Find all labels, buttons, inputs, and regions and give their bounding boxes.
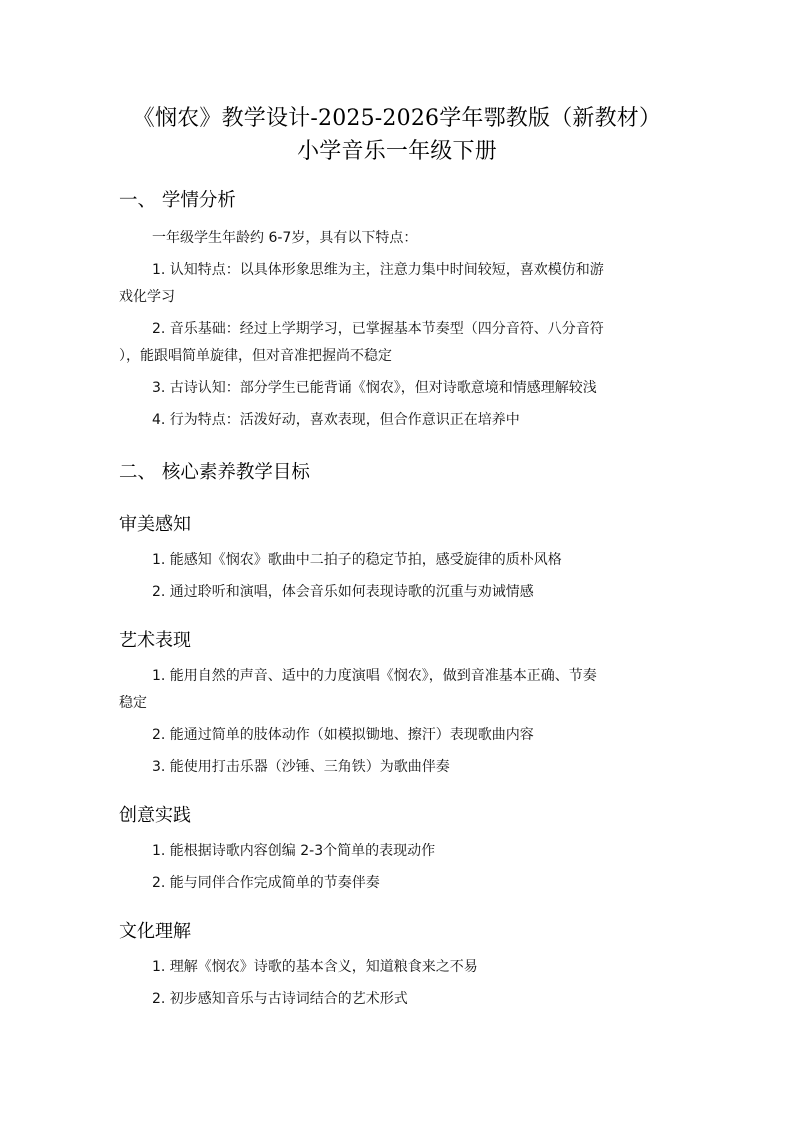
list-item-creative-1: 1. 能根据诗歌内容创编 2-3个简单的表现动作: [152, 843, 436, 859]
list-item-cognitive-cont: 戏化学习: [119, 289, 175, 305]
subheading-creative-practice: 创意实践: [119, 805, 191, 826]
list-item-art-2: 2. 能通过简单的肢体动作（如模拟锄地、擦汗）表现歌曲内容: [152, 727, 534, 743]
list-item-culture-2: 2. 初步感知音乐与古诗词结合的艺术形式: [152, 991, 408, 1007]
paragraph-intro: 一年级学生年龄约 6-7岁，具有以下特点：: [152, 230, 418, 246]
document-title-line-2: 小学音乐一年级下册: [297, 139, 497, 164]
document-title-line-1: 《悯农》教学设计-2025-2026学年鄂教版（新教材）: [132, 106, 662, 131]
section-heading-learning-analysis: 一、 学情分析: [119, 190, 236, 211]
list-item-art-1: 1. 能用自然的声音、适中的力度演唱《悯农》，做到音准基本正确、节奏: [152, 668, 597, 684]
list-item-aesthetic-2: 2. 通过聆听和演唱，体会音乐如何表现诗歌的沉重与劝诫情感: [152, 584, 534, 600]
section-heading-core-goals: 二、 核心素养教学目标: [119, 462, 310, 483]
list-item-poetry: 3. 古诗认知：部分学生已能背诵《悯农》，但对诗歌意境和情感理解较浅: [152, 380, 597, 396]
list-item-culture-1: 1. 理解《悯农》诗歌的基本含义，知道粮食来之不易: [152, 959, 478, 975]
list-item-behavior: 4. 行为特点：活泼好动，喜欢表现，但合作意识正在培养中: [152, 412, 520, 428]
list-item-art-3: 3. 能使用打击乐器（沙锤、三角铁）为歌曲伴奏: [152, 759, 450, 775]
subheading-art-performance: 艺术表现: [119, 630, 191, 651]
list-item-music-basis: 2. 音乐基础：经过上学期学习，已掌握基本节奏型（四分音符、八分音符: [152, 321, 604, 337]
subheading-cultural-understanding: 文化理解: [119, 921, 191, 942]
list-item-creative-2: 2. 能与同伴合作完成简单的节奏伴奏: [152, 875, 380, 891]
list-item-aesthetic-1: 1. 能感知《悯农》歌曲中二拍子的稳定节拍，感受旋律的质朴风格: [152, 552, 562, 568]
list-item-cognitive: 1. 认知特点：以具体形象思维为主，注意力集中时间较短，喜欢模仿和游: [152, 262, 604, 278]
subheading-aesthetic: 审美感知: [119, 514, 191, 535]
list-item-art-1-cont: 稳定: [119, 695, 147, 711]
list-item-music-basis-cont: ），能跟唱简单旋律，但对音准把握尚不稳定: [119, 348, 392, 364]
